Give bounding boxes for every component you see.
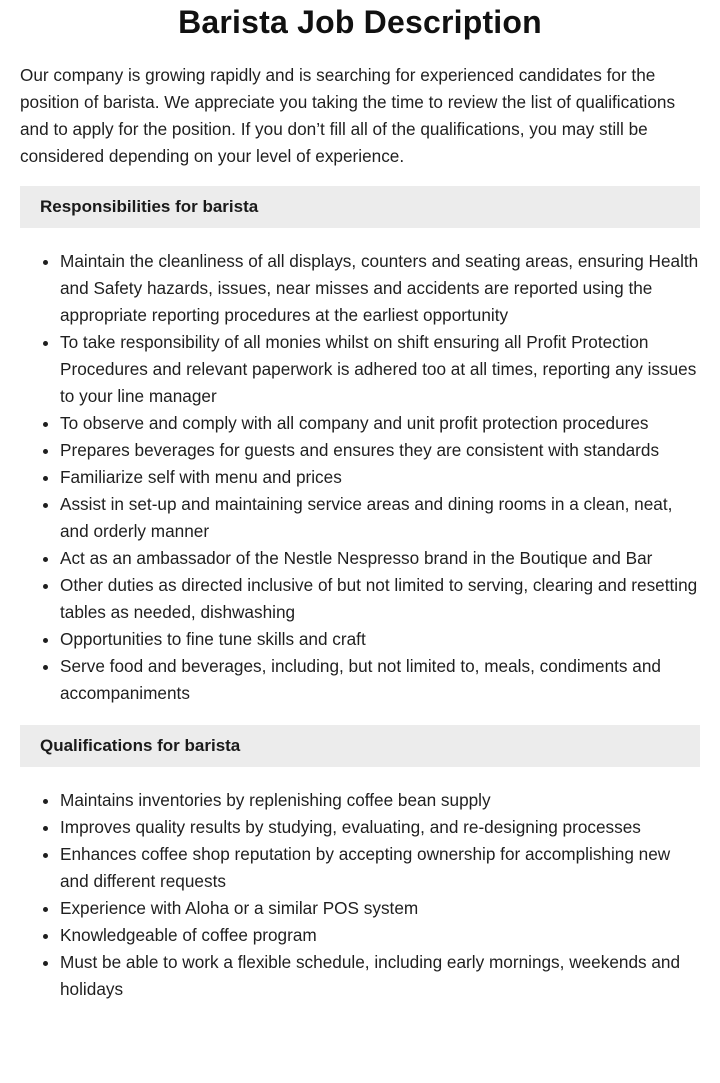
list-item: • Knowledgeable of coffee program <box>60 922 700 949</box>
list-item: • Familiarize self with menu and prices <box>60 464 700 491</box>
responsibilities-heading: Responsibilities for barista <box>20 186 700 228</box>
list-item: • Improves quality results by studying, evaluating, and re-designing processes <box>60 814 700 841</box>
responsibilities-list <box>20 248 700 707</box>
list-item: • Maintain the cleanliness of all displays, counters and seating areas, ensuring Health and Safety hazards, issues, near misses and accidents are reported using the appropriate reporting procedures at the earliest opportunity <box>60 248 700 329</box>
list-item: • Must be able to work a flexible schedule, including early mornings, weekends and holidays <box>60 949 700 1003</box>
list-item: • Serve food and beverages, including, but not limited to, meals, condiments and accompaniments <box>60 653 700 707</box>
page-title: Barista Job Description <box>178 4 542 40</box>
list-item: • To observe and comply with all company and unit profit protection procedures <box>60 410 700 437</box>
list-item: • Assist in set-up and maintaining service areas and dining rooms in a clean, neat, and orderly manner <box>60 491 700 545</box>
intro-paragraph: Our company is growing rapidly and is searching for experienced candidates for the position of barista. We appreciate you taking the time to review the list of qualifications and to apply for the position. If you don’t fill all of the qualifications, you may still be considered depending on your level of experience. <box>20 65 676 166</box>
qualifications-heading: Qualifications for barista <box>20 725 700 767</box>
list-item: • Experience with Aloha or a similar POS system <box>60 895 700 922</box>
list-item: • To take responsibility of all monies whilst on shift ensuring all Profit Protection Procedures and relevant paperwork is adhered too at all times, reporting any issues to your line manager <box>60 329 700 410</box>
list-item: • Maintains inventories by replenishing coffee bean supply <box>60 787 700 814</box>
list-item: • Opportunities to fine tune skills and craft <box>60 626 700 653</box>
list-item: • Prepares beverages for guests and ensures they are consistent with standards <box>60 437 700 464</box>
list-item: • Act as an ambassador of the Nestle Nespresso brand in the Boutique and Bar <box>60 545 700 572</box>
list-item: • Other duties as directed inclusive of but not limited to serving, clearing and resetting tables as needed, dishwashing <box>60 572 700 626</box>
qualifications-list <box>20 787 700 1003</box>
list-item: • Enhances coffee shop reputation by accepting ownership for accomplishing new and different requests <box>60 841 700 895</box>
